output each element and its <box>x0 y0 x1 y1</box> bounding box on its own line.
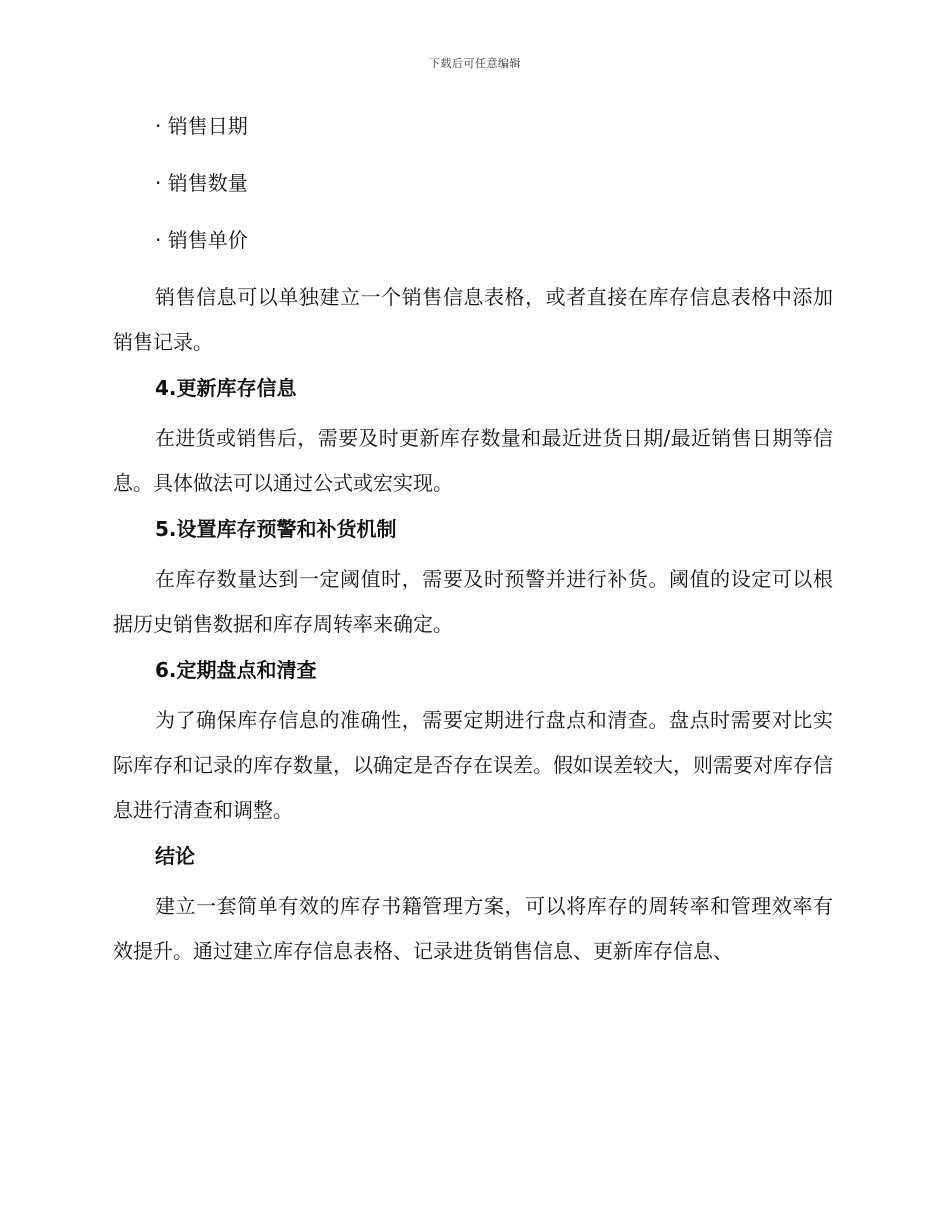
bullet-sales-date: · 销售日期 <box>155 114 248 138</box>
section-body-stocktake: 为了确保库存信息的准确性，需要定期进行盘点和清查。盘点时需要对比实际库存和记录的库存数量，以确定是否存在误差。假如误差较大，则需要对库存信息进行清查和调整。 <box>113 708 833 822</box>
section-heading-stocktake: 6.定期盘点和清查 <box>155 658 317 682</box>
document-body <box>113 110 833 981</box>
section-body-update-inventory: 在进货或销售后，需要及时更新库存数量和最近进货日期/最近销售日期等信息。具体做法可以通过公式或宏实现。 <box>113 426 833 495</box>
section-body-inventory-alert: 在库存数量达到一定阈值时，需要及时预警并进行补货。阈值的设定可以根据历史销售数据和库存周转率来确定。 <box>113 567 833 636</box>
bullet-sales-quantity: · 销售数量 <box>155 171 248 195</box>
section-body-conclusion: 建立一套简单有效的库存书籍管理方案，可以将库存的周转率和管理效率有效提升。通过建立库存信息表格、记录进货销售信息、更新库存信息、 <box>113 894 833 963</box>
section-heading-inventory-alert: 5.设置库存预警和补货机制 <box>155 517 397 541</box>
sales-note-paragraph: 销售信息可以单独建立一个销售信息表格，或者直接在库存信息表格中添加销售记录。 <box>113 285 833 354</box>
section-heading-update-inventory: 4.更新库存信息 <box>155 376 297 400</box>
page-header: 下载后可任意编辑 <box>429 57 521 70</box>
section-heading-conclusion: 结论 <box>155 844 195 868</box>
bullet-sales-price: · 销售单价 <box>155 228 248 252</box>
